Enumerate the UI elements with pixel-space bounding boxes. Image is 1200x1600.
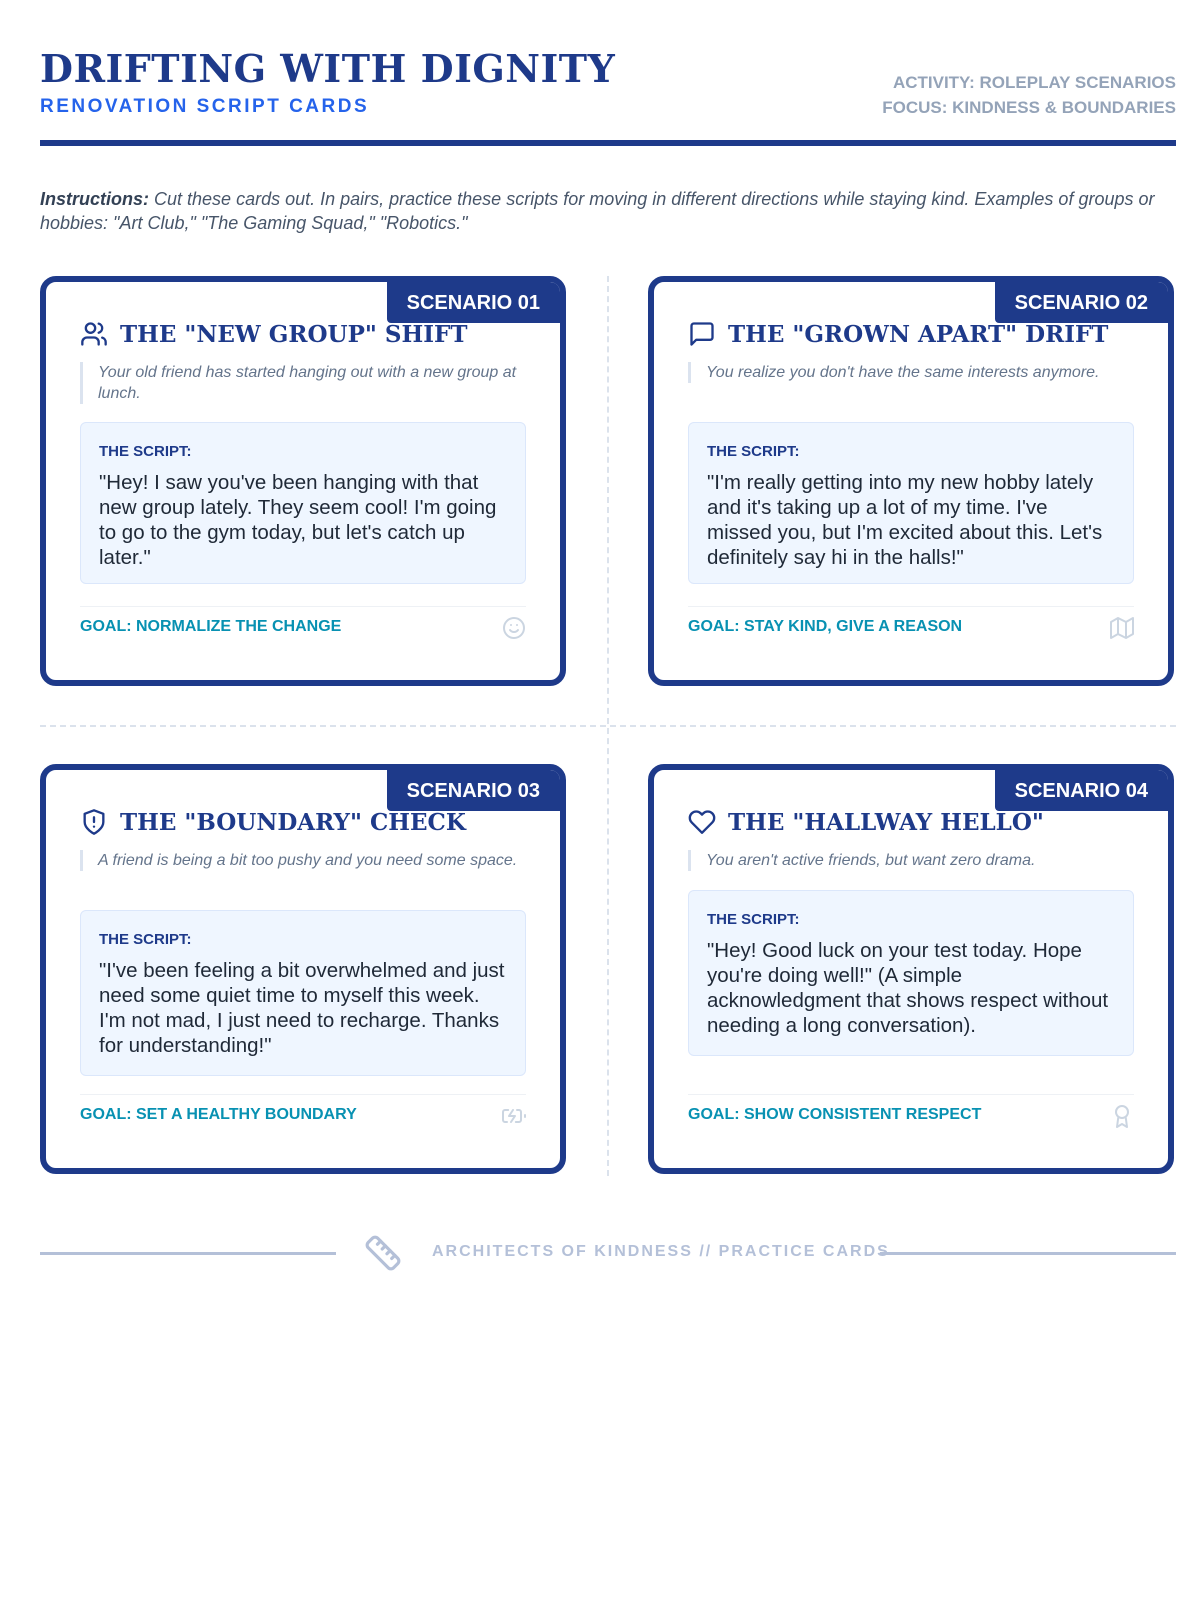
card-title: THE "HALLWAY HELLO" — [728, 808, 1044, 836]
instructions-text: Cut these cards out. In pairs, practice these scripts for moving in different directions while staying kind. Examples of groups or hobbies: "Art Club," "The Gaming Squad," "Robotics." — [40, 189, 1155, 233]
page-title: DRIFTING WITH DIGNITY — [40, 46, 616, 91]
scenario-badge: SCENARIO 02 — [995, 282, 1168, 323]
scenario-card-1 — [40, 276, 566, 686]
scenario-card-4 — [648, 764, 1174, 1174]
goal-divider — [688, 1094, 1134, 1095]
scenario-badge: SCENARIO 04 — [995, 770, 1168, 811]
script-label: THE SCRIPT: — [99, 931, 192, 948]
script-box — [688, 422, 1134, 584]
page-subtitle: RENOVATION SCRIPT CARDS — [40, 96, 370, 117]
goal-divider — [688, 606, 1134, 607]
cut-line-horizontal — [40, 725, 1176, 727]
goal-label: GOAL: STAY KIND, GIVE A REASON — [688, 618, 963, 635]
goal-divider — [80, 1094, 526, 1095]
scenario-badge: SCENARIO 03 — [387, 770, 560, 811]
activity-meta — [882, 70, 1176, 120]
card-header — [688, 320, 1108, 348]
goal-label: GOAL: SHOW CONSISTENT RESPECT — [688, 1106, 982, 1123]
card-header — [80, 320, 467, 348]
ruler-icon — [364, 1234, 402, 1272]
users-icon — [80, 320, 108, 348]
card-header — [80, 808, 466, 836]
goal-divider — [80, 606, 526, 607]
focus-label: FOCUS: KINDNESS & BOUNDARIES — [882, 98, 1176, 117]
scenario-description: You realize you don't have the same interests anymore. — [688, 362, 1128, 383]
instructions-label: Instructions: — [40, 189, 150, 209]
script-text: "Hey! Good luck on your test today. Hope you're doing well!" (A simple acknowledgment that shows respect without needing a long conversation). — [707, 939, 1109, 1037]
script-label: THE SCRIPT: — [707, 911, 800, 928]
script-text: "I'm really getting into my new hobby lately and it's taking up a lot of my time. I've missed you, but I'm excited about this. Let's definitely say hi in the halls!" — [707, 471, 1103, 569]
scenario-card-3 — [40, 764, 566, 1174]
script-box — [688, 890, 1134, 1056]
script-text: "I've been feeling a bit overwhelmed and just need some quiet time to myself this week. I'm not mad, I just need to recharge. Thanks for understanding!" — [99, 959, 505, 1057]
instructions — [40, 187, 1176, 235]
script-label: THE SCRIPT: — [707, 443, 800, 460]
activity-label: ACTIVITY: ROLEPLAY SCENARIOS — [892, 73, 1176, 92]
scenario-description: Your old friend has started hanging out with a new group at lunch. — [80, 362, 520, 404]
goal-label: GOAL: SET A HEALTHY BOUNDARY — [80, 1106, 357, 1123]
card-title: THE "GROWN APART" DRIFT — [728, 320, 1109, 348]
scenario-card-2 — [648, 276, 1174, 686]
script-label: THE SCRIPT: — [99, 443, 192, 460]
script-box — [80, 910, 526, 1076]
card-header — [688, 808, 1044, 836]
footer-text: ARCHITECTS OF KINDNESS // PRACTICE CARDS — [432, 1243, 890, 1260]
award-icon — [1110, 1104, 1134, 1128]
shield-alert-icon — [80, 808, 108, 836]
map-icon — [1110, 616, 1134, 640]
scenario-description: A friend is being a bit too pushy and you need some space. — [80, 850, 520, 871]
footer-rule-right — [880, 1252, 1176, 1255]
script-text: "Hey! I saw you've been hanging with that new group lately. They seem cool! I'm going to go to the gym today, but let's catch up later." — [99, 471, 497, 569]
scenario-description: You aren't active friends, but want zero drama. — [688, 850, 1128, 871]
goal-label: GOAL: NORMALIZE THE CHANGE — [80, 618, 342, 635]
battery-charging-icon — [502, 1104, 526, 1128]
smile-icon — [502, 616, 526, 640]
heart-icon — [688, 808, 716, 836]
page-header — [40, 40, 1176, 146]
card-title: THE "NEW GROUP" SHIFT — [120, 320, 468, 348]
card-title: THE "BOUNDARY" CHECK — [120, 808, 466, 836]
scenario-badge: SCENARIO 01 — [387, 282, 560, 323]
message-square-icon — [688, 320, 716, 348]
footer-rule-left — [40, 1252, 336, 1255]
script-box — [80, 422, 526, 584]
